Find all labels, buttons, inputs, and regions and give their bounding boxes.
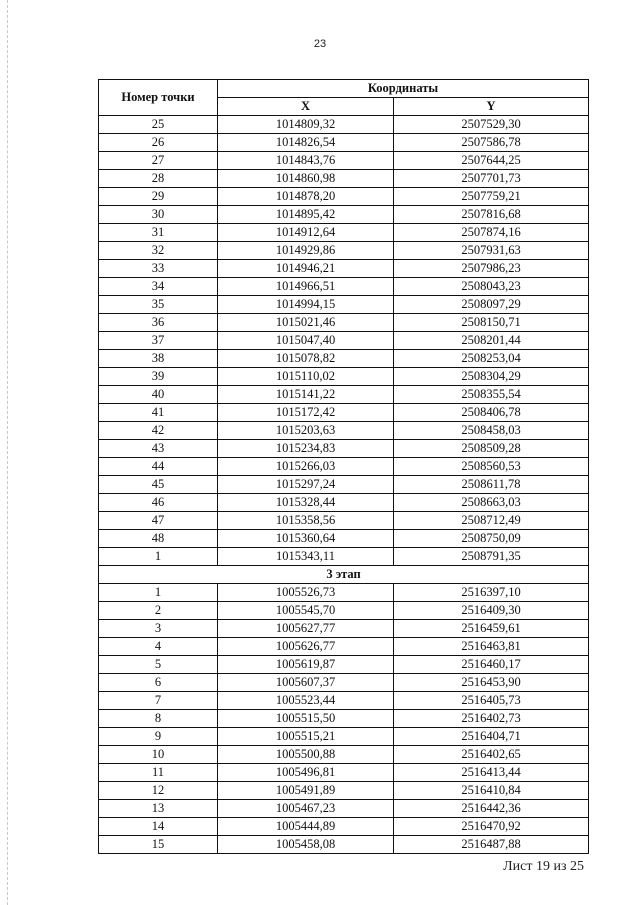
table-row	[99, 188, 589, 206]
x-coordinate-cell: 1015141,22	[218, 386, 394, 404]
table-row	[99, 836, 589, 854]
point-number-cell: 47	[99, 512, 218, 530]
header-coordinates: Координаты	[218, 80, 589, 98]
x-coordinate-cell: 1015203,63	[218, 422, 394, 440]
x-coordinate-cell: 1005515,21	[218, 728, 394, 746]
x-coordinate-cell: 1015110,02	[218, 368, 394, 386]
table-row	[99, 350, 589, 368]
x-coordinate-cell: 1015328,44	[218, 494, 394, 512]
x-coordinate-cell: 1014994,15	[218, 296, 394, 314]
x-coordinate-cell: 1005545,70	[218, 602, 394, 620]
point-number-cell: 25	[99, 116, 218, 134]
y-coordinate-cell: 2508611,78	[394, 476, 589, 494]
y-coordinate-cell: 2507644,25	[394, 152, 589, 170]
y-coordinate-cell: 2508355,54	[394, 386, 589, 404]
point-number-cell: 41	[99, 404, 218, 422]
x-coordinate-cell: 1014946,21	[218, 260, 394, 278]
point-number-cell: 28	[99, 170, 218, 188]
y-coordinate-cell: 2516405,73	[394, 692, 589, 710]
binding-edge-line	[7, 0, 8, 905]
point-number-cell: 39	[99, 368, 218, 386]
point-number-cell: 36	[99, 314, 218, 332]
point-number-cell: 12	[99, 782, 218, 800]
point-number-cell: 4	[99, 638, 218, 656]
table-row	[99, 224, 589, 242]
y-coordinate-cell: 2516460,17	[394, 656, 589, 674]
table-row	[99, 314, 589, 332]
x-coordinate-cell: 1015266,03	[218, 458, 394, 476]
table-row	[99, 602, 589, 620]
table-row	[99, 620, 589, 638]
x-coordinate-cell: 1014809,32	[218, 116, 394, 134]
table-body-stage-2	[99, 116, 589, 566]
y-coordinate-cell: 2516463,81	[394, 638, 589, 656]
point-number-cell: 44	[99, 458, 218, 476]
x-coordinate-cell: 1014860,98	[218, 170, 394, 188]
table-body-stage-3	[99, 584, 589, 854]
x-coordinate-cell: 1014843,76	[218, 152, 394, 170]
table-row	[99, 368, 589, 386]
y-coordinate-cell: 2508097,29	[394, 296, 589, 314]
x-coordinate-cell: 1015343,11	[218, 548, 394, 566]
y-coordinate-cell: 2508509,28	[394, 440, 589, 458]
y-coordinate-cell: 2508150,71	[394, 314, 589, 332]
stage-row	[99, 566, 589, 584]
table-row	[99, 584, 589, 602]
y-coordinate-cell: 2508750,09	[394, 530, 589, 548]
table-row	[99, 746, 589, 764]
y-coordinate-cell: 2516487,88	[394, 836, 589, 854]
table-row	[99, 116, 589, 134]
y-coordinate-cell: 2516459,61	[394, 620, 589, 638]
x-coordinate-cell: 1005627,77	[218, 620, 394, 638]
point-number-cell: 45	[99, 476, 218, 494]
point-number-cell: 42	[99, 422, 218, 440]
point-number-cell: 5	[99, 656, 218, 674]
x-coordinate-cell: 1005626,77	[218, 638, 394, 656]
point-number-cell: 32	[99, 242, 218, 260]
y-coordinate-cell: 2516442,36	[394, 800, 589, 818]
x-coordinate-cell: 1014826,54	[218, 134, 394, 152]
y-coordinate-cell: 2508560,53	[394, 458, 589, 476]
point-number-cell: 2	[99, 602, 218, 620]
y-coordinate-cell: 2516453,90	[394, 674, 589, 692]
x-coordinate-cell: 1005496,81	[218, 764, 394, 782]
y-coordinate-cell: 2507701,73	[394, 170, 589, 188]
point-number-cell: 38	[99, 350, 218, 368]
x-coordinate-cell: 1005526,73	[218, 584, 394, 602]
table-row	[99, 296, 589, 314]
y-coordinate-cell: 2508458,03	[394, 422, 589, 440]
y-coordinate-cell: 2508253,04	[394, 350, 589, 368]
x-coordinate-cell: 1014895,42	[218, 206, 394, 224]
table-row	[99, 152, 589, 170]
point-number-cell: 40	[99, 386, 218, 404]
point-number-cell: 30	[99, 206, 218, 224]
table-row	[99, 386, 589, 404]
y-coordinate-cell: 2516404,71	[394, 728, 589, 746]
x-coordinate-cell: 1005500,88	[218, 746, 394, 764]
x-coordinate-cell: 1014912,64	[218, 224, 394, 242]
table-row	[99, 692, 589, 710]
y-coordinate-cell: 2507816,68	[394, 206, 589, 224]
table-row	[99, 710, 589, 728]
table-row	[99, 170, 589, 188]
x-coordinate-cell: 1014878,20	[218, 188, 394, 206]
x-coordinate-cell: 1005523,44	[218, 692, 394, 710]
point-number-cell: 14	[99, 818, 218, 836]
x-coordinate-cell: 1015172,42	[218, 404, 394, 422]
table-row	[99, 548, 589, 566]
x-coordinate-cell: 1014929,86	[218, 242, 394, 260]
x-coordinate-cell: 1015021,46	[218, 314, 394, 332]
y-coordinate-cell: 2516409,30	[394, 602, 589, 620]
header-point-number: Номер точки	[99, 80, 218, 116]
y-coordinate-cell: 2507986,23	[394, 260, 589, 278]
y-coordinate-cell: 2508712,49	[394, 512, 589, 530]
x-coordinate-cell: 1005444,89	[218, 818, 394, 836]
y-coordinate-cell: 2507759,21	[394, 188, 589, 206]
x-coordinate-cell: 1015078,82	[218, 350, 394, 368]
y-coordinate-cell: 2508791,35	[394, 548, 589, 566]
point-number-cell: 29	[99, 188, 218, 206]
table-row	[99, 818, 589, 836]
x-coordinate-cell: 1005491,89	[218, 782, 394, 800]
table-row	[99, 656, 589, 674]
table-row	[99, 728, 589, 746]
table-row	[99, 782, 589, 800]
point-number-cell: 15	[99, 836, 218, 854]
table-row	[99, 422, 589, 440]
x-coordinate-cell: 1005515,50	[218, 710, 394, 728]
x-coordinate-cell: 1015360,64	[218, 530, 394, 548]
table-row	[99, 674, 589, 692]
table-row	[99, 206, 589, 224]
table-row	[99, 512, 589, 530]
y-coordinate-cell: 2516470,92	[394, 818, 589, 836]
x-coordinate-cell: 1005619,87	[218, 656, 394, 674]
point-number-cell: 10	[99, 746, 218, 764]
point-number-cell: 37	[99, 332, 218, 350]
x-coordinate-cell: 1015358,56	[218, 512, 394, 530]
stage-separator	[99, 566, 589, 584]
table-row	[99, 134, 589, 152]
table-row	[99, 476, 589, 494]
point-number-cell: 6	[99, 674, 218, 692]
table-row	[99, 530, 589, 548]
y-coordinate-cell: 2507586,78	[394, 134, 589, 152]
page-number: 23	[313, 38, 327, 50]
point-number-cell: 8	[99, 710, 218, 728]
table-row	[99, 332, 589, 350]
y-coordinate-cell: 2508043,23	[394, 278, 589, 296]
stage-label: 3 этап	[99, 566, 589, 584]
point-number-cell: 33	[99, 260, 218, 278]
point-number-cell: 26	[99, 134, 218, 152]
table-row	[99, 638, 589, 656]
x-coordinate-cell: 1005467,23	[218, 800, 394, 818]
x-coordinate-cell: 1005458,08	[218, 836, 394, 854]
point-number-cell: 11	[99, 764, 218, 782]
y-coordinate-cell: 2507529,30	[394, 116, 589, 134]
y-coordinate-cell: 2516413,44	[394, 764, 589, 782]
x-coordinate-cell: 1014966,51	[218, 278, 394, 296]
point-number-cell: 1	[99, 548, 218, 566]
point-number-cell: 1	[99, 584, 218, 602]
point-number-cell: 31	[99, 224, 218, 242]
point-number-cell: 48	[99, 530, 218, 548]
table-row	[99, 242, 589, 260]
point-number-cell: 34	[99, 278, 218, 296]
table-row	[99, 764, 589, 782]
point-number-cell: 43	[99, 440, 218, 458]
table-row	[99, 260, 589, 278]
header-y: Y	[394, 98, 589, 116]
point-number-cell: 27	[99, 152, 218, 170]
point-number-cell: 9	[99, 728, 218, 746]
y-coordinate-cell: 2516402,65	[394, 746, 589, 764]
y-coordinate-cell: 2516410,84	[394, 782, 589, 800]
table-row	[99, 278, 589, 296]
header-x: X	[218, 98, 394, 116]
y-coordinate-cell: 2507874,16	[394, 224, 589, 242]
y-coordinate-cell: 2507931,63	[394, 242, 589, 260]
y-coordinate-cell: 2516397,10	[394, 584, 589, 602]
sheet-footer: Лист 19 из 25	[503, 859, 584, 874]
coordinates-table	[98, 79, 589, 854]
y-coordinate-cell: 2516402,73	[394, 710, 589, 728]
table-row	[99, 404, 589, 422]
y-coordinate-cell: 2508304,29	[394, 368, 589, 386]
table-row	[99, 800, 589, 818]
x-coordinate-cell: 1015047,40	[218, 332, 394, 350]
y-coordinate-cell: 2508406,78	[394, 404, 589, 422]
point-number-cell: 35	[99, 296, 218, 314]
table-row	[99, 494, 589, 512]
y-coordinate-cell: 2508201,44	[394, 332, 589, 350]
point-number-cell: 13	[99, 800, 218, 818]
y-coordinate-cell: 2508663,03	[394, 494, 589, 512]
table-row	[99, 440, 589, 458]
point-number-cell: 46	[99, 494, 218, 512]
point-number-cell: 7	[99, 692, 218, 710]
table-row	[99, 458, 589, 476]
x-coordinate-cell: 1015297,24	[218, 476, 394, 494]
x-coordinate-cell: 1015234,83	[218, 440, 394, 458]
point-number-cell: 3	[99, 620, 218, 638]
x-coordinate-cell: 1005607,37	[218, 674, 394, 692]
